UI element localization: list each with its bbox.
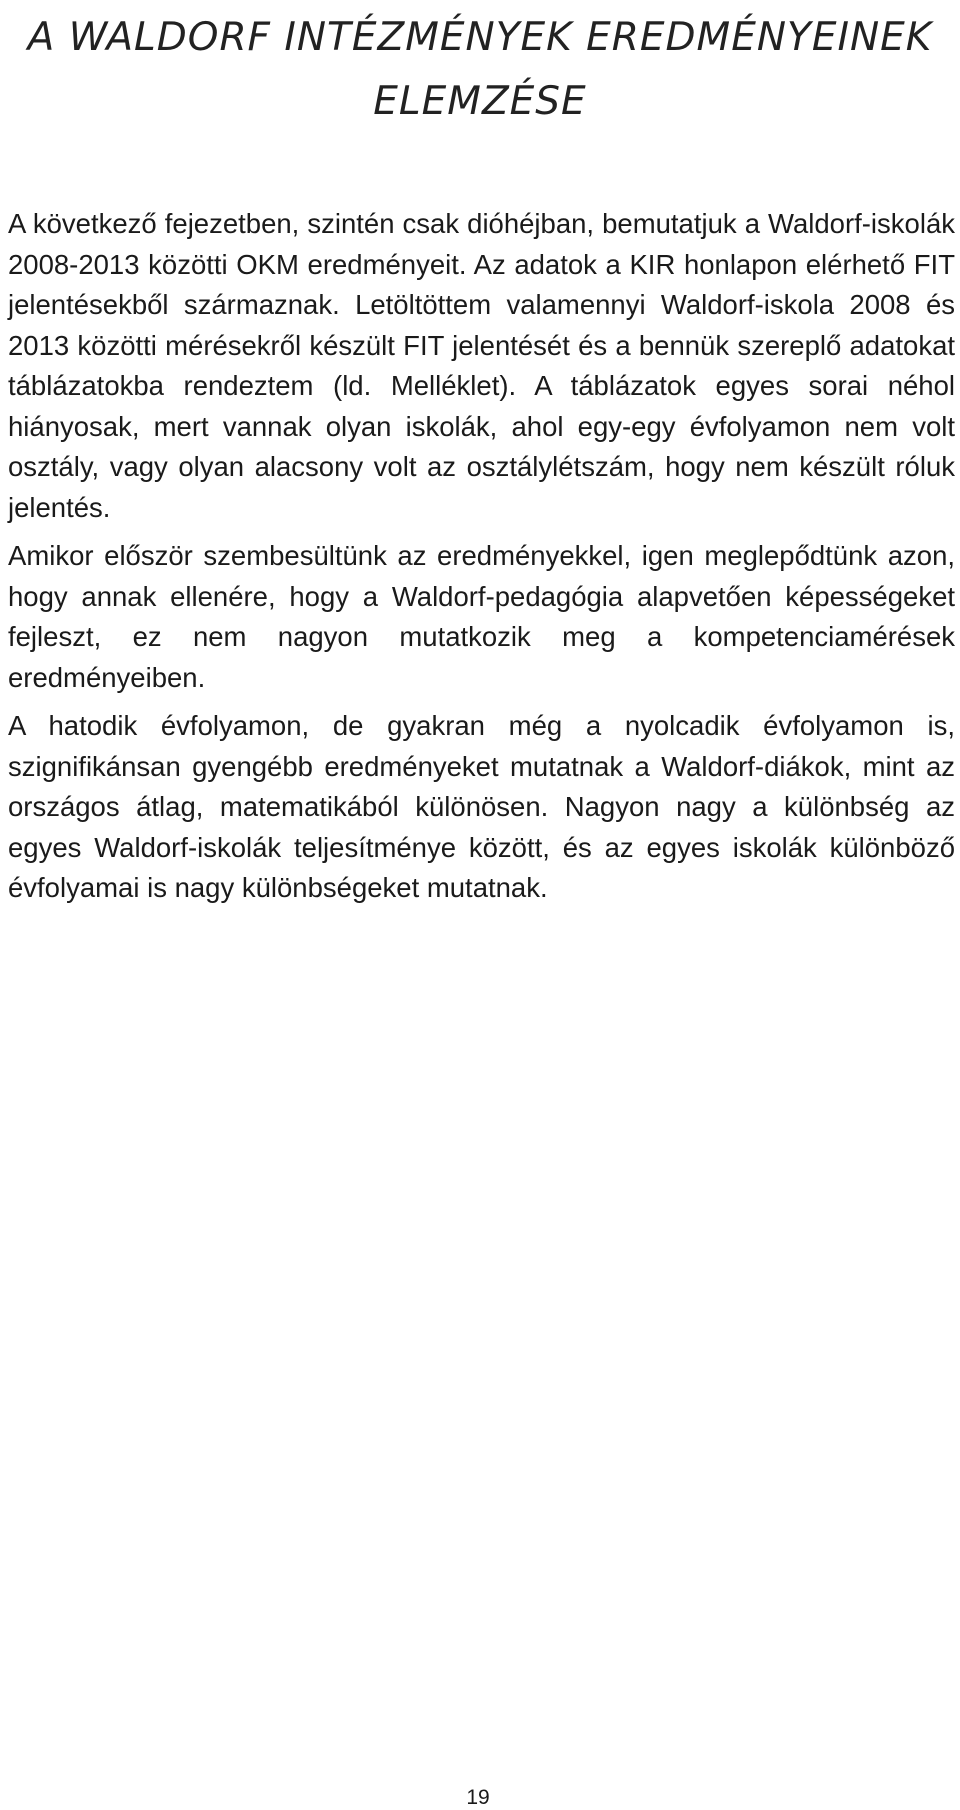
paragraph-first-results: Amikor először szembesültünk az eredményekkel, igen meglepődtünk azon, hogy annak ellenére, hogy a Waldorf-pedagógia alapvetően képességeket fejleszt, ez nem nagyon mutatkozik meg a kompetenciamérések eredményeiben. [8,540,955,693]
paragraph-sixth-grade: A hatodik évfolyamon, de gyakran még a nyolcadik évfolyamon is, szignifikánsan gyengébb eredményeket mutatnak a Waldorf-diákok, mint az országos átlag, matematikából különösen. Nagyon nagy a különbség az egyes Waldorf-iskolák teljesítménye között, és az egyes iskolák különböző évfolyamai is nagy különbségeket mutatnak. [8,710,955,903]
paragraph-intro: A következő fejezetben, szintén csak dióhéjban, bemutatjuk a Waldorf-iskolák 2008-2013 közötti OKM eredményeit. Az adatok a KIR honlapon elérhető FIT jelentésekből származnak. Letöltöttem valamennyi Waldorf-iskola 2008 és 2013 közötti mérésekről készült FIT jelentését és a bennük szereplő adatokat táblázatokba rendeztem (ld. Melléklet). A táblázatok egyes sorai néhol hiányosak, mert vannak olyan iskolák, ahol egy-egy évfolyamon nem volt osztály, vagy olyan alacsony volt az osztálylétszám, hogy nem készült róluk jelentés. [8,208,955,523]
body-text [8,204,955,917]
chapter-title: A WALDORF INTÉZMÉNYEK EREDMÉNYEINEK ELEMZÉSE [27,15,933,124]
page-number: 19 [466,1786,490,1809]
